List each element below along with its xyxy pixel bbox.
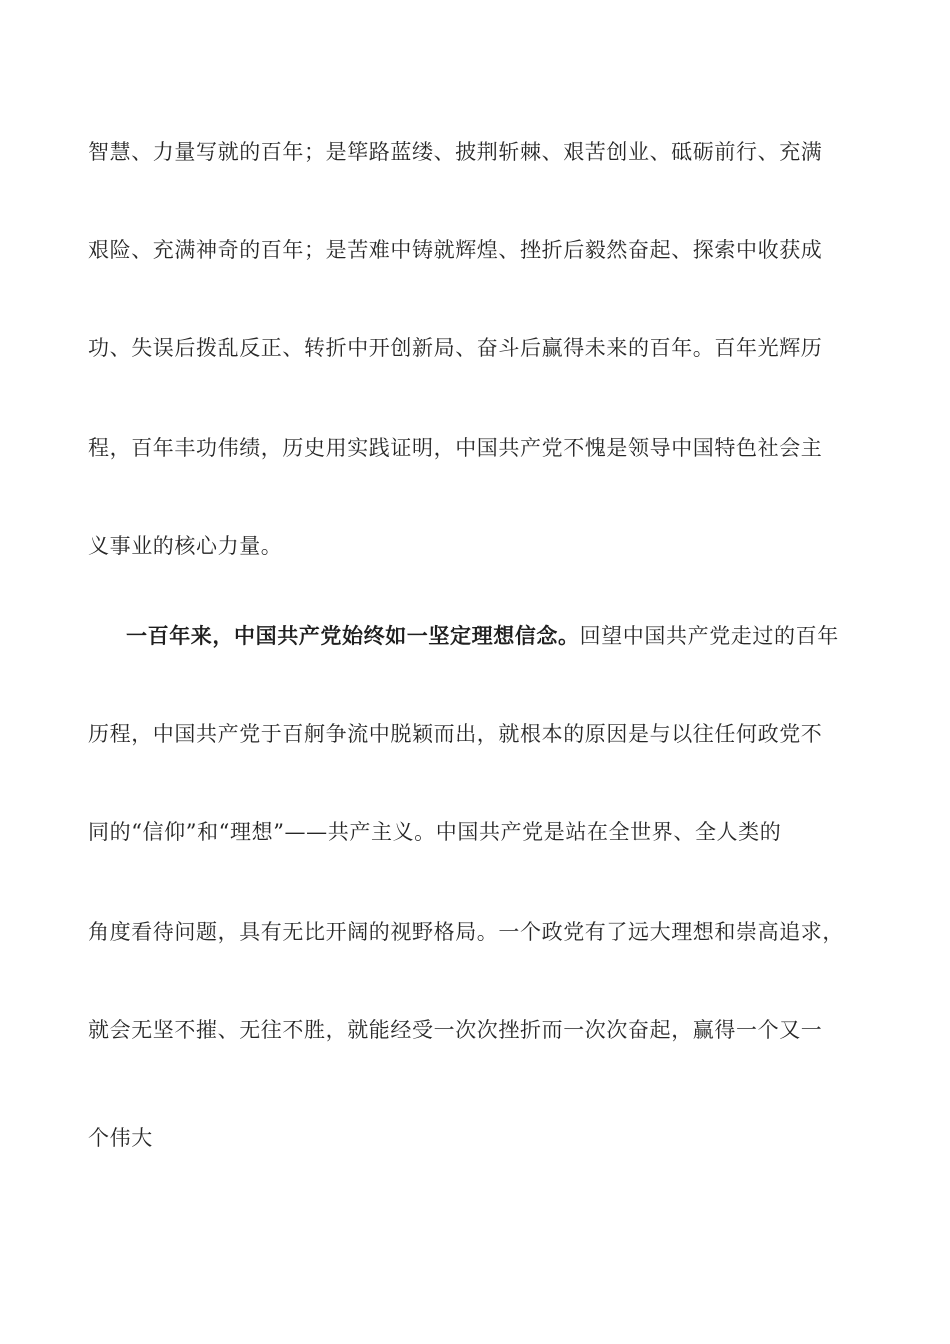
paragraph-1-line-4: 程，百年丰功伟绩，历史用实践证明，中国共产党不愧是领导中国特色社会主 (88, 436, 823, 460)
paragraph-2-line-6: 个伟大 (88, 1126, 153, 1150)
paragraph-1-line-3: 功、失误后拨乱反正、转折中开创新局、奋斗后赢得未来的百年。百年光辉历 (88, 336, 823, 360)
paragraph-2-line-1 (126, 616, 906, 656)
paragraph-2-lead-bold: 一百年来，中国共产党始终如一坚定理想信念。 (126, 623, 580, 648)
paragraph-2-line-5: 就会无坚不摧、无往不胜，就能经受一次次挫折而一次次奋起，赢得一个又一 (88, 1018, 823, 1042)
paragraph-2-lead-rest: 回望中国共产党走过的百年 (579, 624, 839, 648)
paragraph-1-line-2: 艰险、充满神奇的百年；是苦难中铸就辉煌、挫折后毅然奋起、探索中收获成 (88, 238, 823, 262)
paragraph-1-line-5: 义事业的核心力量。 (88, 534, 283, 558)
paragraph-2-line-4: 角度看待问题，具有无比开阔的视野格局。一个政党有了远大理想和崇高追求， (88, 920, 844, 944)
paragraph-2-line-2: 历程，中国共产党于百舸争流中脱颖而出，就根本的原因是与以往任何政党不 (88, 722, 823, 746)
paragraph-1-line-1: 智慧、力量写就的百年；是筚路蓝缕、披荆斩棘、艰苦创业、砥砺前行、充满 (88, 140, 823, 164)
paragraph-2-line-3: 同的“信仰”和“理想”——共产主义。中国共产党是站在全世界、全人类的 (88, 820, 782, 844)
